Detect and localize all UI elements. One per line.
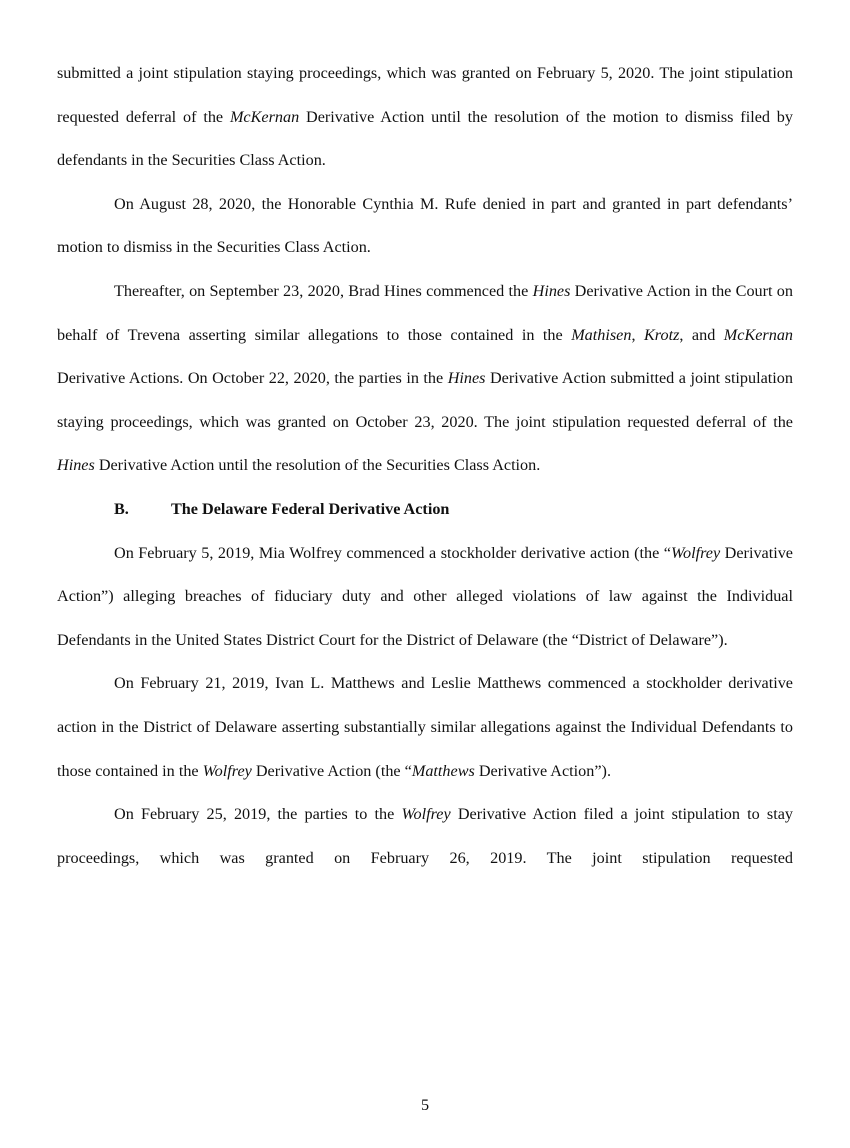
section-title: The Delaware Federal Derivative Action: [171, 499, 450, 518]
document-body: [57, 52, 793, 880]
paragraph-motion-to-dismiss-ruling: [57, 183, 793, 270]
text: Derivative Action filed a joint stipulation to stay proceedings, which was granted on February 26, 2019. The joint stipulation requested: [57, 805, 793, 867]
case-name: McKernan: [229, 107, 300, 126]
case-name: Krotz: [643, 325, 680, 344]
text: On February 25, 2019, the parties to the: [114, 805, 402, 824]
case-name: Matthews: [411, 761, 475, 780]
text: On August 28, 2020, the Honorable Cynthia M. Rufe denied in part and granted in part defendants’ motion to dismiss in the Securities Class Action.: [57, 194, 793, 257]
case-name: McKernan: [723, 325, 794, 344]
text: Thereafter, on September 23, 2020, Brad Hines commenced the: [114, 281, 533, 300]
paragraph-wolfrey-stay: [57, 793, 793, 880]
section-number: B.: [114, 499, 129, 518]
text: , and: [679, 325, 724, 344]
text: On February 5, 2019, Mia Wolfrey commenced a stockholder derivative action (the “: [114, 543, 671, 562]
paragraph-hines-action: [57, 270, 793, 488]
section-heading-b: [57, 488, 793, 532]
case-name: Wolfrey: [202, 761, 252, 780]
case-name: Hines: [57, 456, 95, 475]
text: Derivative Action”).: [474, 761, 611, 780]
paragraph-mckernan-stay: [57, 52, 793, 183]
case-name: Wolfrey: [401, 805, 451, 824]
text: Derivative Action until the resolution of the Securities Class Action.: [94, 456, 541, 475]
text: submitted a joint stipulation staying proceedings, which was granted on February 5, 2020. The joint stipulation requested deferral of the: [57, 64, 793, 126]
case-name: Hines: [532, 281, 571, 300]
text: Derivative Action until the resolution of the motion to dismiss filed by defendants in the Securities Class Action.: [57, 107, 793, 170]
text: Derivative Actions. On October 22, 2020, the parties in the: [57, 369, 448, 388]
paragraph-matthews-action: [57, 662, 793, 793]
text: On February 21, 2019, Ivan L. Matthews and Leslie Matthews commenced a stockholder derivative action in the District of Delaware asserting substantially similar allegations against the Individual Defendants to those contained in the: [57, 674, 793, 780]
case-name: Wolfrey: [671, 543, 721, 562]
case-name: Mathisen: [571, 325, 632, 344]
text: Derivative Action”) alleging breaches of fiduciary duty and other alleged violations of law against the Individual Defendants in the United States District Court for the District of Delaware (the “District of Delaware”).: [57, 543, 793, 649]
text: Derivative Action (the “: [251, 761, 412, 780]
page-number: 5: [420, 1096, 430, 1114]
case-name: Hines: [447, 369, 486, 388]
paragraph-wolfrey-action: [57, 532, 793, 663]
text: ,: [631, 325, 644, 344]
text: Derivative Action submitted a joint stipulation staying proceedings, which was granted on October 23, 2020. The joint stipulation requested deferral of the: [57, 369, 793, 431]
text: Derivative Action in the Court on behalf of Trevena asserting similar allegations to those contained in the: [57, 281, 793, 344]
